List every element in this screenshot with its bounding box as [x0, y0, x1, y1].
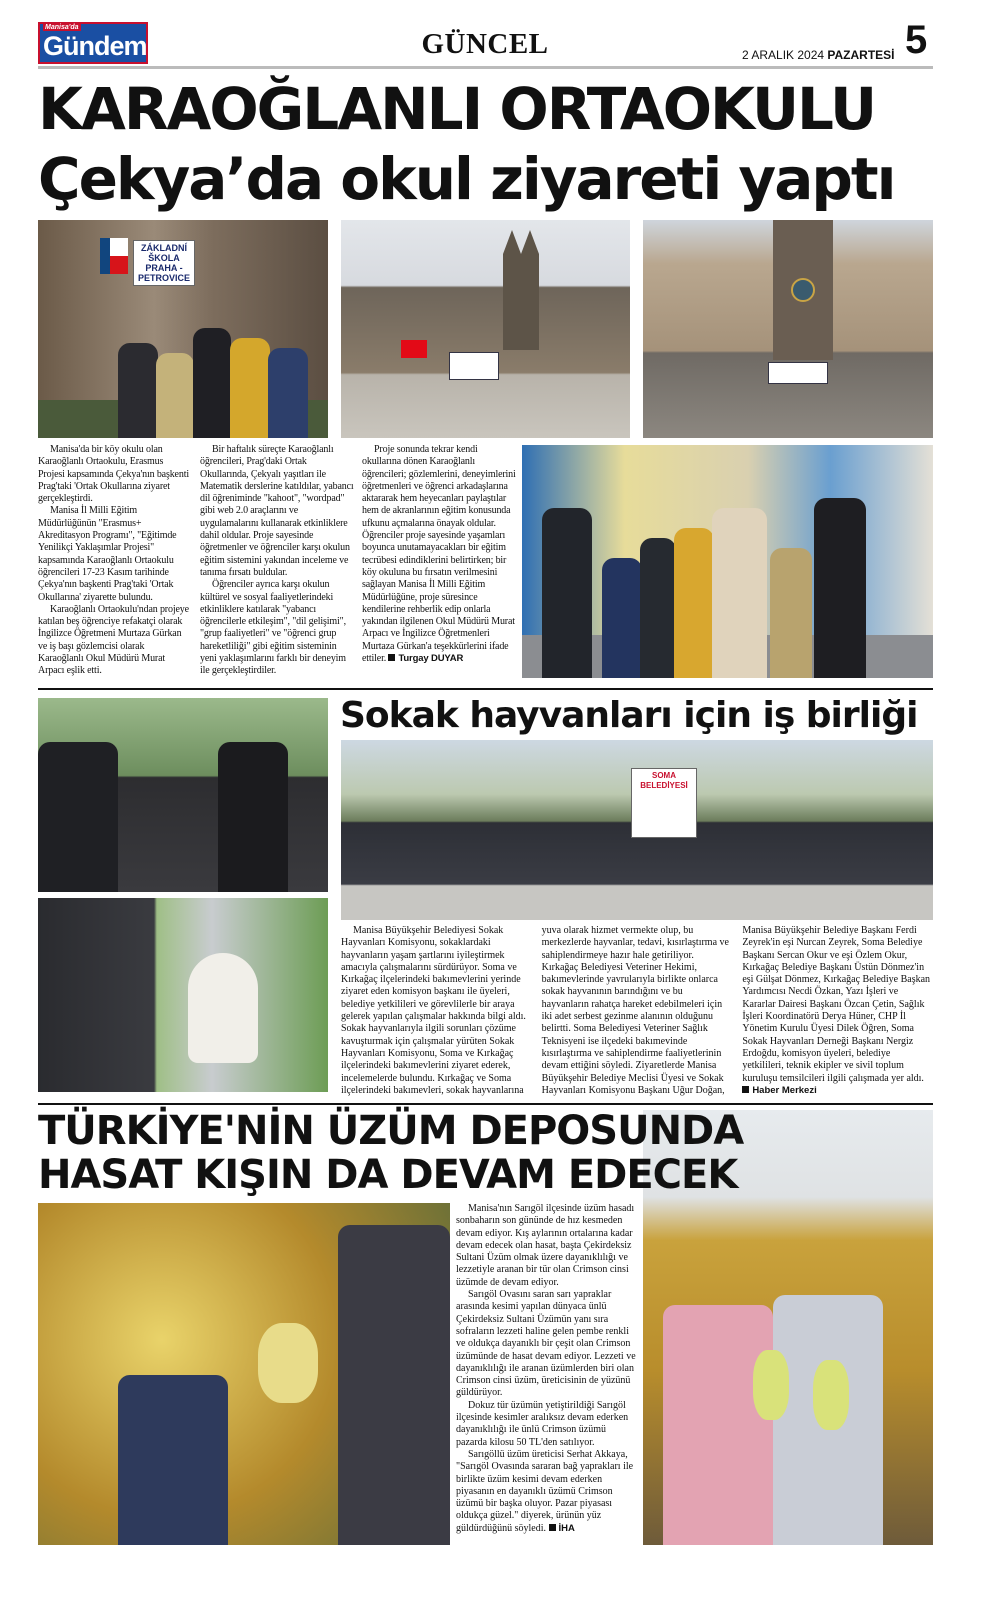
photo-grape-harvest-vineyard	[38, 1203, 450, 1545]
project-banner	[449, 352, 499, 380]
photo-school-sign	[38, 220, 328, 438]
cathedral-shape	[491, 230, 551, 350]
article3-headline-line2: HASAT KIŞIN DA DEVAM EDECEK	[38, 1152, 738, 1198]
photo-commission-visit	[38, 698, 328, 892]
divider	[38, 1103, 933, 1105]
person	[118, 343, 158, 438]
person	[268, 348, 308, 438]
newspaper-logo	[38, 22, 148, 64]
article1-byline: Turgay DUYAR	[388, 653, 463, 664]
article1-paragraph: Öğrenciler ayrıca karşı okulun kültürel ve sosyal faaliyetlerindeki etkinliklere katılarak "yabancı öğrencilerle etkileşim", "dil gelişimi", "grup faaliyetleri" ve "öğrenci grup hareketliliği" gibi eğitim sisteminin yeni yaklaşımlarını farklı bir deneyim ile gerçekleştirdiler.	[200, 579, 346, 677]
section-title: GÜNCEL	[421, 28, 549, 60]
article1-paragraph: Manisa İl Milli Eğitim Müdürlüğünün "Erasmus+ Akreditasyon Programı", "Eğitimde Yenilikçi Yaklaşımlar Projesi" kapsamında Karaoğlanlı Ortaokulu öğrencileri 17-23 Kasım tarihinde Çekya'nın başkenti Prag'taki 'Ortak Okullarına' ziyarette bulundu.	[38, 505, 177, 603]
article1-body	[38, 444, 516, 678]
article2-body	[341, 925, 933, 1097]
article3-headline-line1: TÜRKİYE'NİN ÜZÜM DEPOSUNDA	[38, 1108, 744, 1154]
photo-shelter-dog	[38, 898, 328, 1092]
weekday: PAZARTESİ	[827, 48, 895, 62]
article3-paragraph: Sarıgöllü üzüm üreticisi Serhat Akkaya, "Sarıgöl Ovasında sararan bağ yaprakları ile birlikte üzüm kesimi devam ederken piyasanın en dayanıklı üzümü Crimson üzümü bir başka oluyor. Pazar piyasası oldukça güzel." diyerek, ürünün yüz güldürdüğünü söyledi.	[456, 1448, 634, 1534]
grape-bunch	[258, 1323, 318, 1403]
grape-bunch	[813, 1360, 849, 1430]
person	[193, 328, 231, 438]
photo-prague-cathedral	[341, 220, 630, 438]
article1-paragraph: Bir haftalık süreçte Karaoğlanlı öğrencileri, Prag'daki Ortak Okullarında, Çekyalı yaşıtları ile Matematik derslerine katıldılar, yabancı dil öğreniminde "kahoot", "wordpad" gibi web 2.0 araçlarını ve uygulamalarını kullanarak etkinliklere dahil oldular. Proje sayesinde öğretmenler ve öğrenciler karşı okulun eğitim sistemini yakından inceleme ve tanıma fırsatı buldular.	[200, 444, 354, 578]
page-number: 5	[905, 18, 928, 62]
article1-headline-line1: KARAOĞLANLI ORTAOKULU	[38, 75, 876, 143]
turkish-flag	[401, 340, 427, 358]
person	[663, 1305, 773, 1545]
article2-paragraph: Manisa Büyükşehir Belediyesi Sokak Hayvanları Komisyonu, sokaklardaki hayvanların yaşam şartlarını iyileştirmek amacıyla çalışmalarını sürdürüyor. Soma ve Kırkağaç ilçelerindeki bakımevlerini yerinde ziyaret eden komisyon başkanı ile üyeleri, belediye yetkilileri ve görevlilerle bir araya gelerek yapılan çalışmalar hakkında bilgi aldı. Sokak hayvanlarıyla ilgili sorunları çözüme kavuşturmak için çalışmalar yürüten Sokak Hayvanları Komisyonu, Soma ve Kırkağaç ilçelerindeki bakımevlerini ziyaret ederek, incelemelerde bulundu. Kırkağaç ve Soma ilçelerindeki bakımevleri, sokak hayvanlarına yuva olarak hizmet vermekte olup, bu merkezlerde hayvanlar, tedavi, kısırlaştırma ve sahiplendirmeye hazır hale getiriliyor. Kırkağaç Belediyesi Veteriner Hekimi, bakımevlerinde yavrularıyla birlikte onlarca sokak hayvanının barındığını ve bu hayvanların rahatça hareket edebilmeleri için iki adet serbest gezinme alanının olduğunu belirtti. Soma Belediyesi Veteriner Sağlık Teknisyeni ise ilçedeki bakımevinde kısırlaştırma ve sahiplendirme faaliyetlerinin devam ettiğini söyledi. Ziyaretlerde Manisa Büyükşehir Belediye Meclisi Üyesi ve Sokak Hayvanları Komisyonu Başkanı Uğur Doğan, Manisa Büyükşehir Belediye Başkanı Ferdi Zeyrek'in eşi Nurcan Zeyrek, Soma Belediye Başkanı Sercan Okur ve eşi Özlem Okur, Kırkağaç Belediye Başkanı Üstün Dönmez'in eşi Gülşat Dönmez, Kırkağaç Belediye Başkan Yardımcısı Necdi Özkan, Yazı İşleri ve Kararlar Dairesi Başkanı Özcan Çetin, Sağlık İşleri Koordinatörü Derya Hüner, CHP İl Yönetim Kurulu Üyesi Dilek Öğren, Soma Sokak Hayvanları Derneği Başkanı Nergiz Erdoğdu, komisyon üyeleri, belediye yetkilileri, teknik ekipler ve sivil toplum kuruluşu temsilcileri ilgili çalışmada yer aldı.	[341, 925, 931, 1096]
czech-flag	[100, 238, 128, 274]
article2-byline: Haber Merkezi	[742, 1085, 816, 1096]
logo-text: Gündem	[43, 31, 147, 61]
person	[38, 742, 118, 892]
issue-date	[742, 48, 895, 62]
divider	[38, 688, 933, 690]
person	[156, 353, 194, 438]
person	[674, 528, 714, 678]
article1-paragraph: Karaoğlanlı Ortaokulu'ndan projeye katılan beş öğrenciye refakatçi olarak İngilizce Öğretmeni Murtaza Gürkan ve iş başı gözlemcisi olarak Karaoğlanlı Okul Müdürü Murat Arpacı eşlik etti.	[38, 603, 189, 677]
person	[230, 338, 270, 438]
astronomical-clock	[791, 278, 815, 302]
person	[118, 1375, 228, 1545]
school-sign-text: ZÁKLADNÍ ŠKOLA PRAHA - PETROVICE	[133, 240, 195, 286]
article2-headline: Sokak hayvanları için iş birliği	[340, 695, 918, 736]
photo-group-soma	[341, 740, 933, 920]
photo-students-classroom	[522, 445, 933, 678]
soma-sign: SOMA BELEDİYESİ	[631, 768, 697, 838]
person	[602, 558, 642, 678]
article1-paragraph: Proje sonunda tekrar kendi okullarına dönen Karaoğlanlı öğrencileri; gözlemlerini, deneyimlerini öğretmenleri ve öğrenci arkadaşlarına aktararak hem heyecanları paylaştılar hem de akranlarının eğitim konusunda ufkunu açmalarına önayak oldular. Öğrenciler proje sayesinde yaşamları boyunca unutamayacakları bir eğitim tecrübesi edindiklerini belirtirken; bir köy okuluna bu fırsatın verilmesini sağlayan Manisa İl Milli Eğitim Müdürlüğüne, proje süresince kendilerine rehberlik edip onlarla yakından ilgilenen Okul Müdürü Murat Arpacı ve İngilizce Öğretmenleri Murtaza Gürkan'a teşekkürlerini ifade ettiler.	[362, 444, 516, 665]
article3-body	[456, 1203, 636, 1535]
header-rule	[38, 66, 933, 69]
person	[814, 498, 866, 678]
article3-paragraph: Dokuz tür üzümün yetiştirildiği Sarıgöl ilçesinde kesimler aralıksız devam ederken dayanıklılığı ile ünlü Crimson üzümü pazarda kilosu 50 TL'den satılıyor.	[456, 1399, 629, 1448]
person	[712, 508, 767, 678]
white-dog	[188, 953, 258, 1063]
article3-byline: İHA	[549, 1523, 575, 1534]
person	[218, 742, 288, 892]
article1-headline-line2: Çekya’da okul ziyareti yaptı	[38, 145, 895, 213]
photo-prague-old-town	[643, 220, 933, 438]
logo-tagline: Manisa'da	[45, 24, 79, 31]
article1-paragraph: Manisa'da bir köy okulu olan Karaoğlanlı Ortaokulu, Erasmus Projesi kapsamında Çekya'nın başkenti Prag'taki 'Ortak Okullarına ziyaret gerçekleştirdi.	[38, 444, 189, 505]
grape-bunch	[753, 1350, 789, 1420]
person	[640, 538, 676, 678]
person	[542, 508, 592, 678]
date-text: 2 ARALIK 2024	[742, 48, 825, 62]
person	[338, 1225, 450, 1545]
article3-paragraph: Sarıgöl Ovasını saran sarı yapraklar arasında kesimi yapılan dünyaca ünlü Çekirdeksiz Sultani Üzümün yanı sıra sofraların lezzeti haline gelen pembe renkli ve oldukça dayanıklı bir çeşit olan Crimson üzümünde de hasat devam ediyor. Lezzeti ve dayanıklılığı ile aranan üzümlerden biri olan Crimson cinsi üzüm, üreticisinin de yüzünü güldürüyor.	[456, 1289, 636, 1399]
project-banner	[768, 362, 828, 384]
article3-paragraph: Manisa'nın Sarıgöl ilçesinde üzüm hasadı sonbaharın son gününde de hız kesmeden devam ediyor. Kış aylarının ortalarına kadar devam edecek olan hasat, başta Çekirdeksiz Sultani Üzüm olmak üzere dayanıklılığı ve lezzetiyle aranan bir tür olan Crimson cinsi üzümde de devam ediyor.	[456, 1203, 635, 1288]
person	[770, 548, 812, 678]
